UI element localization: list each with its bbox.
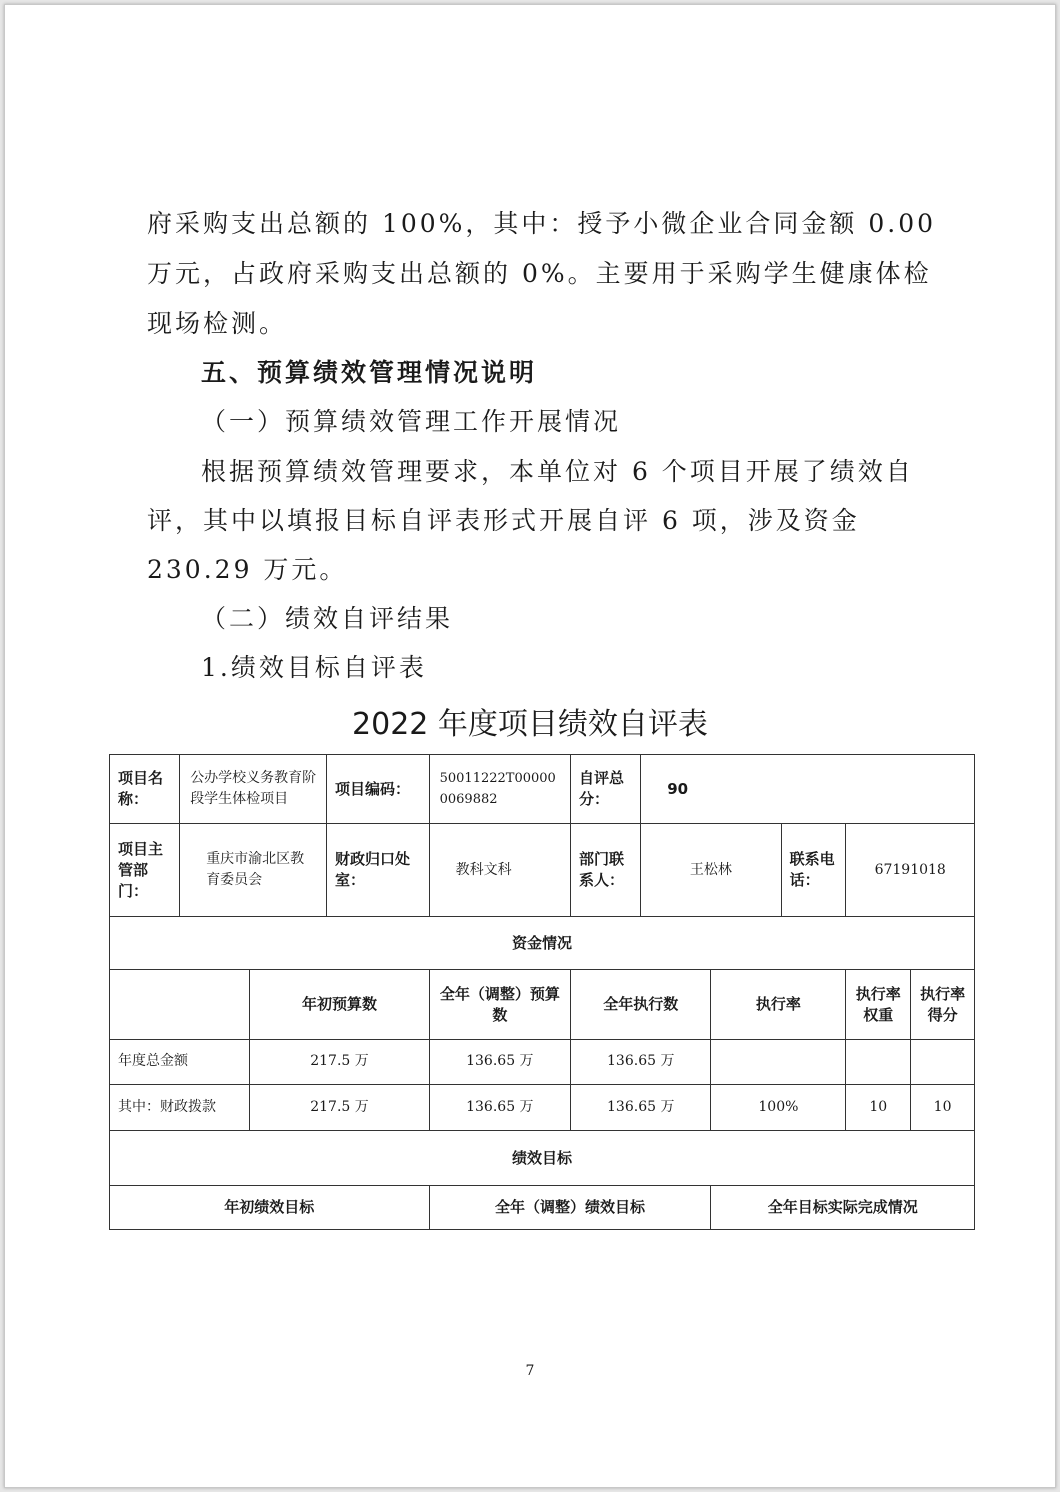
cell-adjusted: 136.65 万: [429, 1085, 570, 1131]
phone-value: 67191018: [846, 824, 975, 917]
score-value: 90: [641, 755, 975, 824]
contact-value: 王松林: [641, 824, 781, 917]
cell-adjusted: 136.65 万: [429, 1039, 570, 1084]
dept-label: 项目主管部门：: [110, 824, 180, 917]
body-line-2: 万元，占政府采购支出总额的 0%。主要用于采购学生健康体检: [147, 259, 932, 288]
project-code-value: 50011222T000000069882: [429, 755, 570, 824]
row-label: 年度总金额: [110, 1039, 250, 1084]
col-initial-goal: 年初绩效目标: [110, 1185, 430, 1229]
body-line-5: 评，其中以填报目标自评表形式开展自评 6 项，涉及资金: [147, 506, 860, 535]
table-row: [110, 970, 975, 1039]
goals-section-header: 绩效目标: [110, 1131, 975, 1185]
row-label: 其中：财政拨款: [110, 1085, 250, 1131]
col-actual-completion: 全年目标实际完成情况: [711, 1185, 975, 1229]
table-row: [110, 1131, 975, 1185]
table-title: 2022 年度项目绩效自评表: [352, 707, 708, 742]
table-row: [110, 755, 975, 824]
section-heading-5: 五、预算绩效管理情况说明: [201, 358, 538, 387]
cell-initial: 217.5 万: [250, 1039, 429, 1084]
contact-label: 部门联系人：: [571, 824, 641, 917]
cell-score: 10: [911, 1085, 975, 1131]
body-line-3: 现场检测。: [147, 309, 288, 338]
col-execution-rate: 执行率: [711, 970, 846, 1039]
col-adjusted-goal: 全年（调整）绩效目标: [429, 1185, 711, 1229]
subsection-heading-1: （一）预算绩效管理工作开展情况: [201, 407, 622, 436]
dept-value: 重庆市渝北区教育委员会: [180, 824, 327, 917]
finance-office-value: 教科文科: [429, 824, 570, 917]
cell-weight: 10: [846, 1085, 911, 1131]
project-code-label: 项目编码：: [327, 755, 430, 824]
page-number: 7: [525, 1363, 535, 1379]
project-name-label: 项目名称：: [110, 755, 180, 824]
score-label: 自评总分：: [571, 755, 641, 824]
cell-executed: 136.65 万: [571, 1039, 711, 1084]
empty-cell: [110, 970, 250, 1039]
table-row: [110, 1185, 975, 1229]
col-executed: 全年执行数: [571, 970, 711, 1039]
body-line-6: 230.29 万元。: [147, 555, 348, 584]
table-row: [110, 824, 975, 917]
project-name-value: 公办学校义务教育阶段学生体检项目: [180, 755, 327, 824]
table-row: [110, 1085, 975, 1131]
col-rate-score: 执行率得分: [911, 970, 975, 1039]
body-line-4: 根据预算绩效管理要求，本单位对 6 个项目开展了绩效自: [201, 457, 914, 486]
table-row: [110, 1039, 975, 1084]
body-line-1: 府采购支出总额的 100%，其中：授予小微企业合同金额 0.00: [147, 209, 937, 238]
cell-initial: 217.5 万: [250, 1085, 429, 1131]
phone-label: 联系电话：: [781, 824, 846, 917]
col-initial-budget: 年初预算数: [250, 970, 429, 1039]
cell-rate: 100%: [711, 1085, 846, 1131]
cell-rate: [711, 1039, 846, 1084]
document-page: [4, 4, 1056, 1488]
finance-office-label: 财政归口处室：: [327, 824, 430, 917]
cell-executed: 136.65 万: [571, 1085, 711, 1131]
funds-section-header: 资金情况: [110, 917, 975, 970]
cell-score: [911, 1039, 975, 1084]
evaluation-table: [109, 754, 975, 1230]
sub-heading-table: 1.绩效目标自评表: [201, 653, 427, 682]
col-rate-weight: 执行率权重: [846, 970, 911, 1039]
cell-weight: [846, 1039, 911, 1084]
subsection-heading-2: （二）绩效自评结果: [201, 604, 454, 633]
col-adjusted-budget: 全年（调整）预算数: [429, 970, 570, 1039]
table-row: [110, 917, 975, 970]
